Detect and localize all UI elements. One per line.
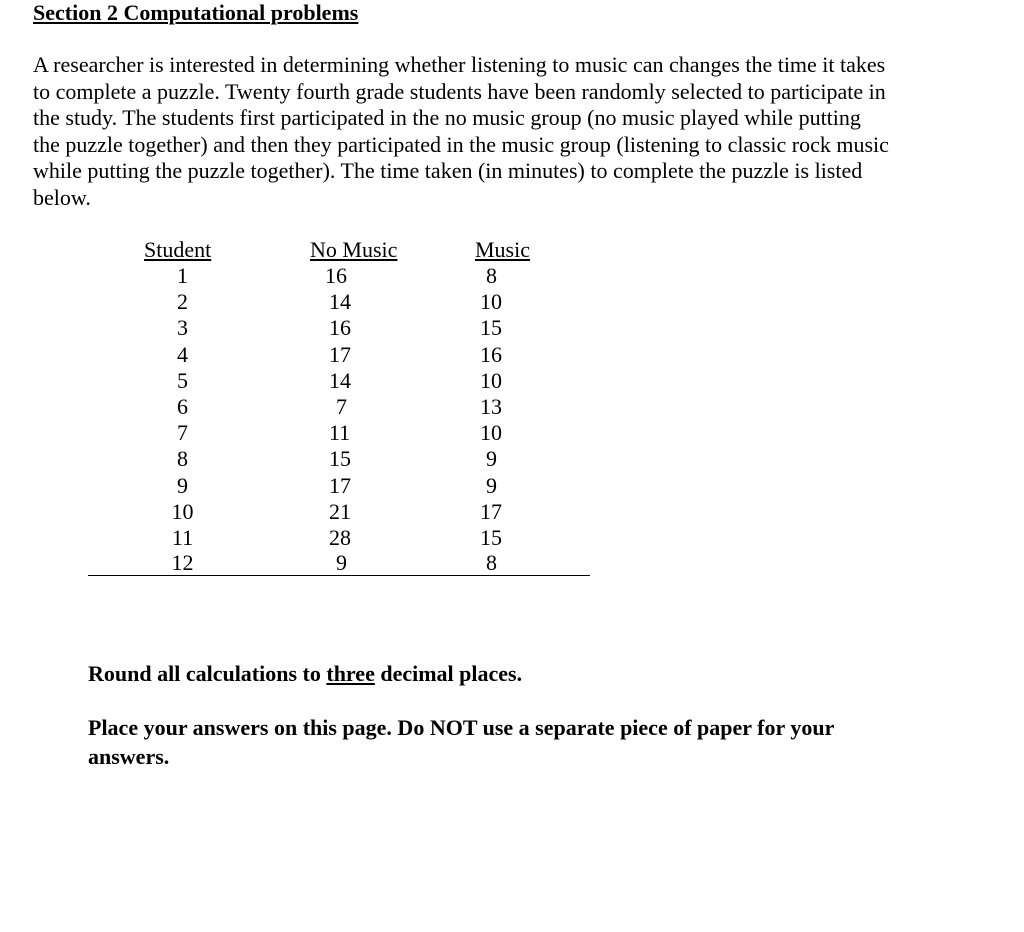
cell-no-music: 14 [329,289,351,315]
section-title: Section 2 Computational problems [33,0,359,25]
cell-student: 12 [88,551,277,576]
answers-line: Place your answers on this page. Do NOT use a separate piece of paper for your [88,715,835,740]
table-row [88,420,590,446]
cell-no-music: 16 [325,263,347,288]
cell-music: 9 [486,472,497,498]
answers-line: answers. [88,743,170,769]
intro-line: to complete a puzzle. Twenty fourth grade students have been randomly selected to participate in [33,78,886,104]
table-row [88,525,590,551]
cell-music: 15 [480,525,502,551]
table-header-row [88,237,590,263]
table-row [88,289,590,315]
rounding-instruction [88,660,522,688]
rounding-emphasis: three [326,661,375,686]
header-student: Student [144,237,212,262]
answers-instruction [88,714,988,771]
cell-music: 13 [480,394,502,420]
intro-line: A researcher is interested in determining whether listening to music can changes the time it takes [33,52,886,77]
cell-no-music: 9 [277,551,448,576]
intro-paragraph [33,52,1018,212]
rounding-suffix: decimal places. [374,661,523,686]
cell-no-music: 11 [329,420,351,446]
cell-no-music: 21 [329,498,351,524]
table-row [88,263,590,289]
table-row [88,499,590,525]
cell-music: 9 [486,446,497,472]
cell-student: 7 [177,420,188,446]
cell-music: 16 [480,341,502,367]
cell-student: 3 [177,315,188,341]
cell-music: 10 [480,289,502,315]
table-body [88,263,590,576]
intro-line: below. [33,184,91,210]
header-music: Music [475,237,530,262]
cell-student: 10 [171,498,194,524]
cell-no-music: 28 [329,525,351,551]
puzzle-times-table [88,237,590,576]
intro-line: the puzzle together) and then they participated in the music group (listening to classic rock music [33,131,889,157]
table-row [88,315,590,341]
table-row [88,394,590,420]
cell-student: 6 [177,394,188,420]
table-row [88,551,590,576]
data-table-container [88,237,590,576]
cell-no-music: 16 [329,315,351,341]
rounding-prefix: Round all calculations to [88,661,327,686]
table-row [88,368,590,394]
cell-no-music: 14 [329,367,351,393]
intro-line: the study. The students first participated in the no music group (no music played while putting [33,105,861,131]
cell-student: 4 [177,341,188,367]
cell-music: 17 [480,498,502,524]
cell-music: 15 [480,315,502,341]
cell-no-music: 17 [329,472,351,498]
intro-line: while putting the puzzle together). The time taken (in minutes) to complete the puzzle is listed [33,158,863,184]
cell-student: 8 [177,446,188,472]
cell-no-music: 15 [329,446,351,472]
cell-music: 8 [486,263,497,288]
cell-student: 9 [177,472,188,498]
cell-music: 10 [480,420,502,446]
cell-no-music: 7 [336,394,347,420]
table-row [88,473,590,499]
cell-student: 2 [177,289,188,315]
cell-music: 8 [448,551,590,576]
table-row [88,446,590,472]
table-row [88,342,590,368]
header-no-music: No Music [310,237,398,262]
cell-student: 1 [177,263,188,288]
cell-student: 5 [177,367,188,393]
cell-no-music: 17 [329,341,351,367]
cell-music: 10 [480,367,502,393]
cell-student: 11 [171,525,194,551]
